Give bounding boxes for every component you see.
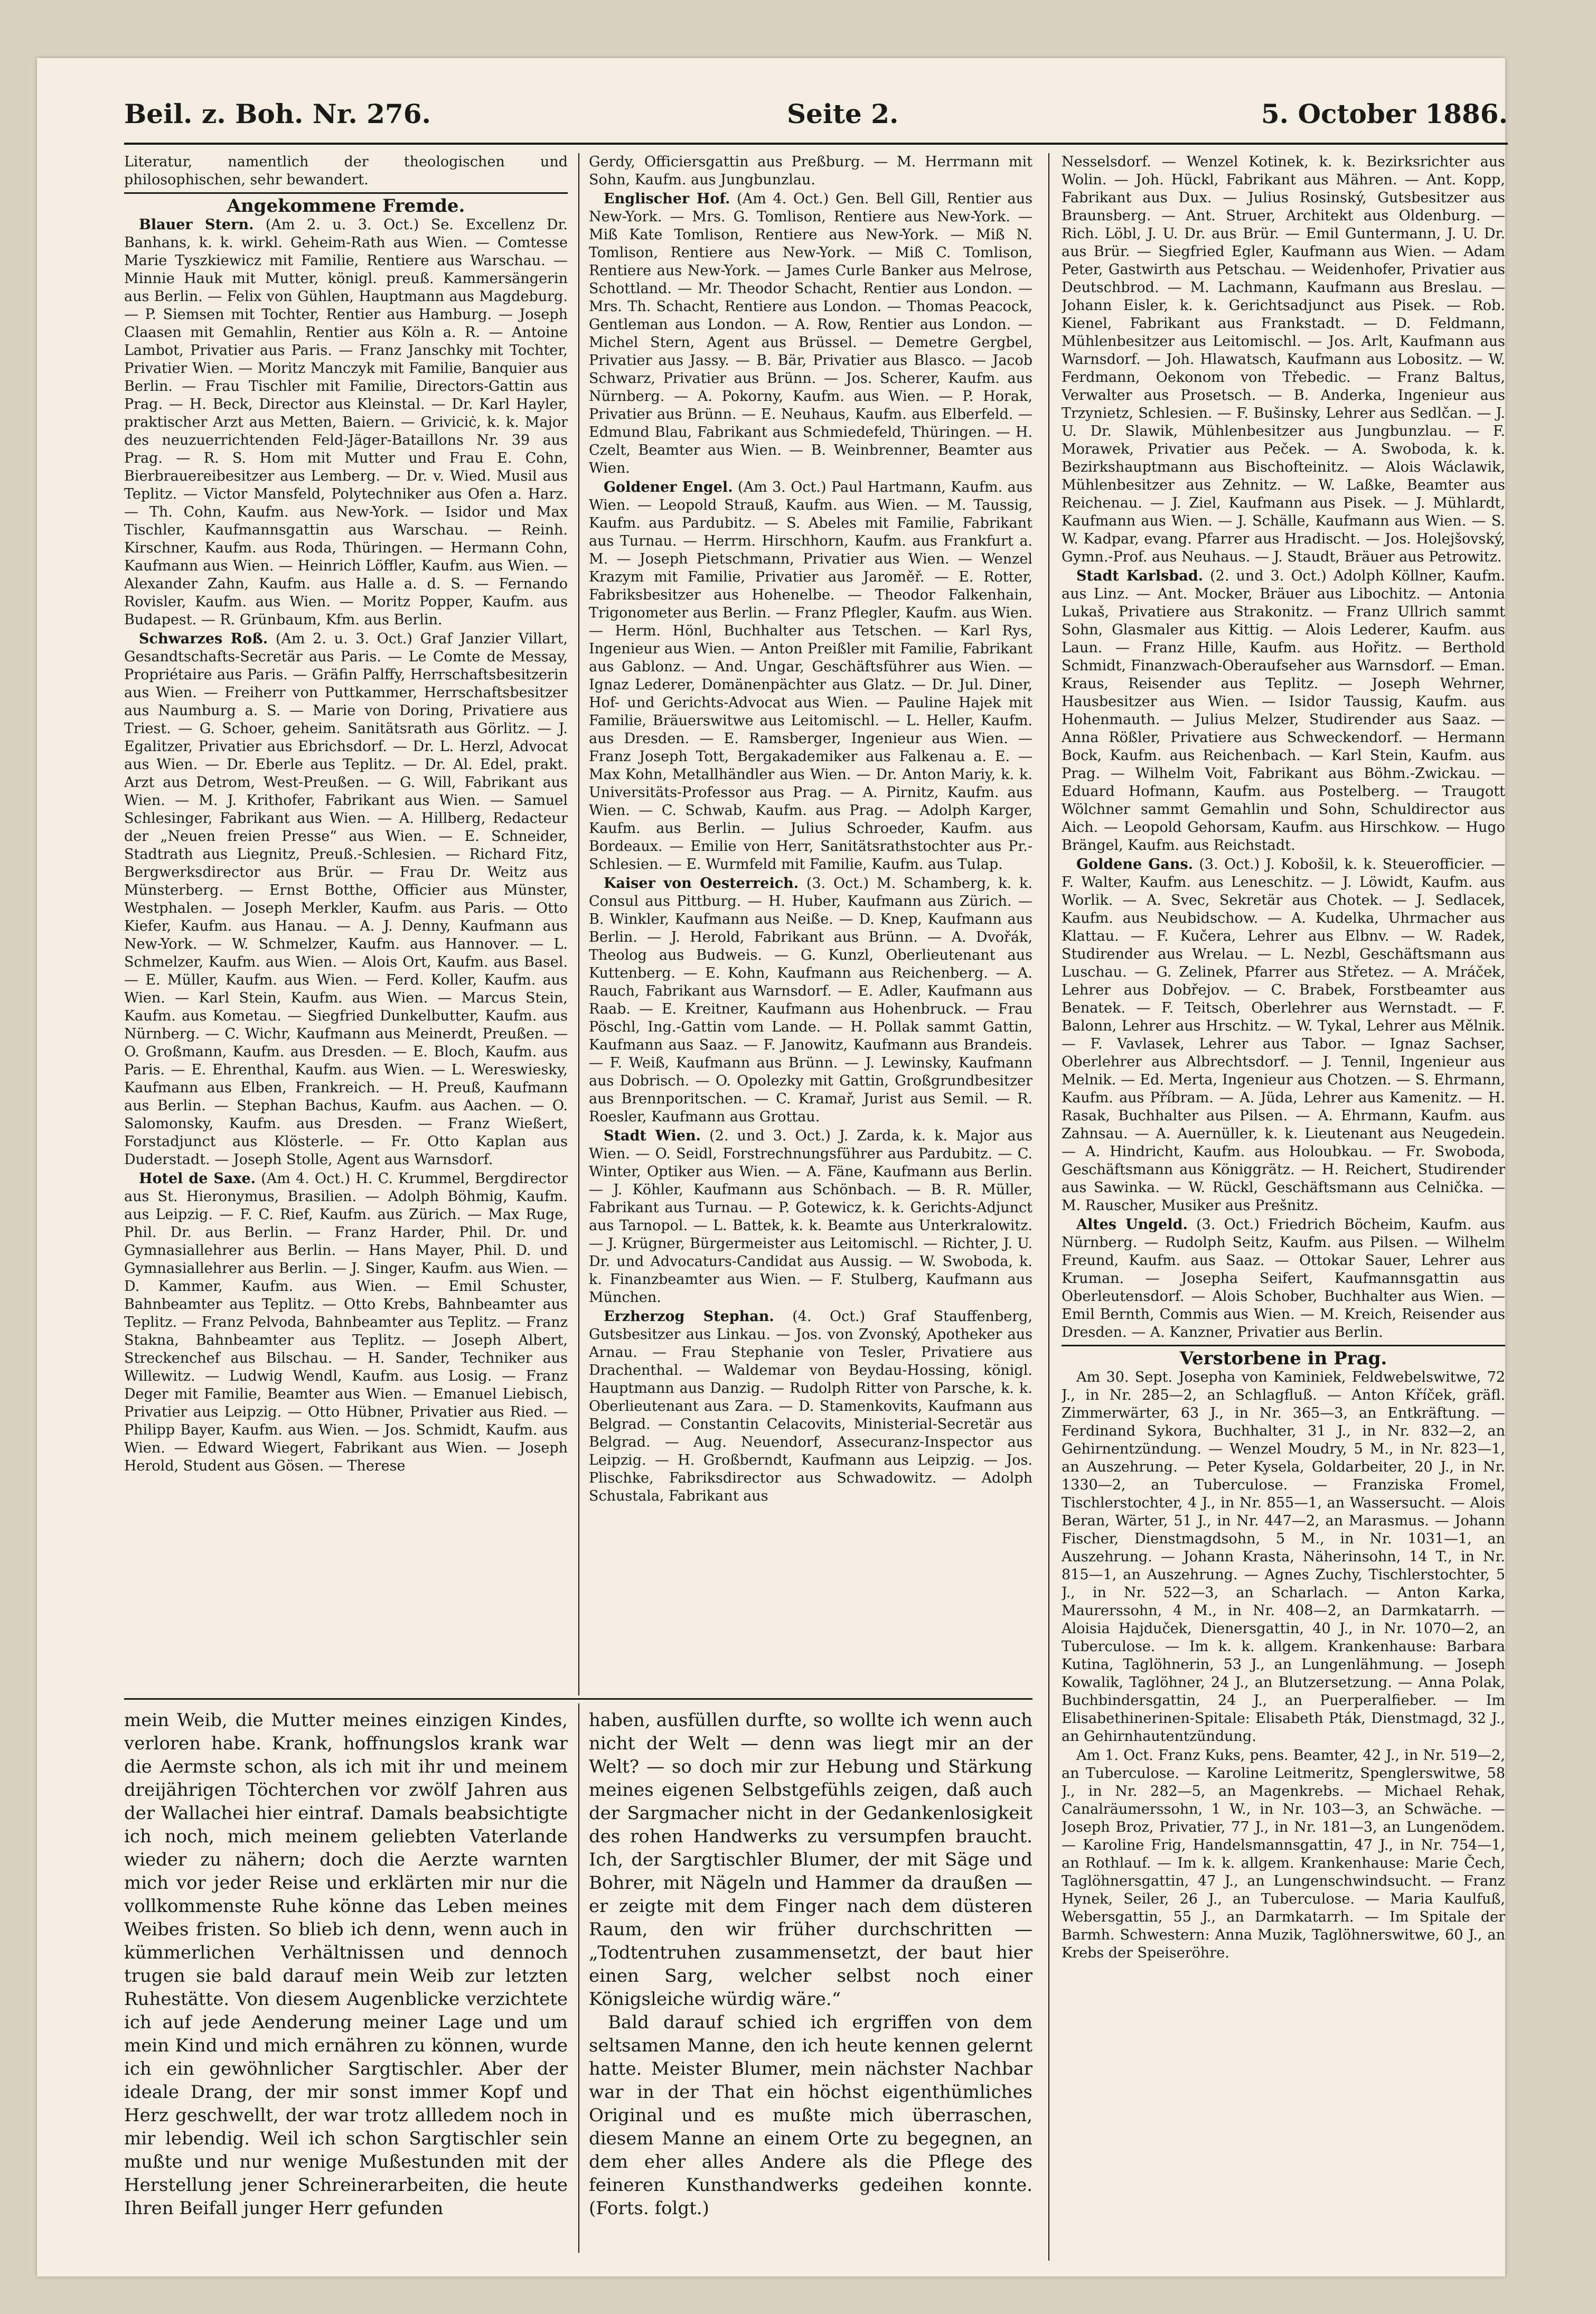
hotel-name: Stadt Karlsbad.	[1076, 568, 1204, 584]
story-paragraph: haben, ausfüllen durfte, so wollte ich wenn auch nicht der Welt — denn was liegt mir an der Welt? — so doch mir zur Hebung und Stärkung meines eigenen Selbstgefühls zeigen, daß auch der Sargmacher nicht in der Gedankenlosigkeit des rohen Handwerks zu versumpfen braucht. Ich, der Sargtischler Blumer, der mit Säge und Bohrer, mit Nägeln und Hammer da draußen — er zeigte mit dem Finger nach dem düsteren Raum, den wir früher durchschritten — „Todtentruhen zusammensetzt, der baut hier einen Sarg, welcher selbst noch einer Königsleiche würdig wäre.“	[589, 1710, 1032, 2010]
hotel-name: Hotel de Saxe.	[139, 1170, 256, 1187]
page-header	[124, 98, 1508, 146]
newspaper-page	[37, 58, 1508, 2276]
hotel-guests: (Am 2. u. 3. Oct.) Se. Excellenz Dr. Banhans, k. k. wirkl. Geheim-Rath aus Wien. — Comtesse Marie Tyszkiewicz mit Familie, Rentiere aus Warschau. — Minnie Hauk mit Mutter, königl. preuß. Kammersängerin aus Berlin. — Felix von Gühlen, Hauptmann aus Magdeburg. — P. Siemsen mit Tochter, Rentier aus Hamburg. — Joseph Claasen mit Gemahlin, Rentier aus Köln a. R. — Antoine Lambot, Privatier aus Paris. — Franz Janschky mit Tochter, Privatier Wien. — Moritz Manczyk mit Familie, Banquier aus Berlin. — Frau Tischler mit Familie, Directors-Gattin aus Prag. — H. Beck, Director aus Kleinstal. — Dr. Karl Hayler, praktischer Arzt aus Metten, Baiern. — Griviciċ, k. k. Major des neuzuerrichtenden Feld-Jäger-Bataillons Nr. 39 aus Prag. — R. S. Hom mit Mutter und Frau E. Cohn, Bierbrauereibesitzer aus Lemberg. — Dr. v. Wied. Musil aus Teplitz. — Victor Mansfeld, Polytechniker aus Ofen a. Harz. — Th. Cohn, Kaufm. aus New-York. — Isidor und Max Tischler, Kaufmannsgattin aus Warschau. — Reinh. Kirschner, Kaufm. aus Roda, Thüringen. — Hermann Cohn, Kaufmann aus Wien. — Heinrich Löffler, Kaufm. aus Wien. — Alexander Zahn, Kaufm. aus Halle a. d. S. — Fernando Rovisler, Kaufm. aus Wien. — Moritz Popper, Kaufm. aus Budapest. — R. Grünbaum, Kfm. aus Berlin.	[124, 217, 568, 628]
hotel-entry	[589, 1308, 1032, 1505]
story-paragraph: Bald darauf schied ich ergriffen von dem seltsamen Manne, den ich heute kennen gelernt hatte. Meister Blumer, mein nächster Nachbar war in der That ein höchst eigenthümliches Original und es mußte mich überraschen, diesem Manne an einem Orte zu begegnen, an dem eher alles Andere als die Pflege des feineren Kunsthandwerks gedeihen konnte. (Forts. folgt.)	[589, 2012, 1032, 2219]
page-number: Seite 2.	[787, 98, 899, 129]
column-1	[124, 153, 568, 1685]
hotel-entry	[589, 875, 1032, 1126]
hotel-guests: (2. und 3. Oct.) J. Zarda, k. k. Major aus Wien. — O. Seidl, Forstrechnungsführer aus Pardubitz. — C. Winter, Optiker aus Wien. — A. Fäne, Kaufmann aus Berlin. — J. Köhler, Kaufmann aus Schönbach. — B. R. Müller, Fabrikant aus Turnau. — P. Gotewicz, k. k. Gerichts-Adjunct aus Tarnopol. — L. Battek, k. k. Beamte aus Unterkralowitz. — J. Krügner, Bürgermeister aus Leitomischl. — Richter, J. U. Dr. und Advocaturs-Candidat aus Aussig. — W. Swoboda, k. k. Finanzbeamter aus Wien. — F. Stulberg, Kaufmann aus München.	[589, 1128, 1032, 1306]
hotel-guests: (2. und 3. Oct.) Adolph Köllner, Kaufm. aus Linz. — Ant. Mocker, Bräuer aus Libochitz. — Antonia Lukaš, Privatiere aus Strakonitz. — Franz Ullrich sammt Sohn, Glasmaler aus Kittig. — Alois Lederer, Kaufm. aus Laun. — Franz Hille, Kaufm. aus Hořitz. — Berthold Schmidt, Finanzwach-Oberaufseher aus Warnsdorf. — Eman. Kraus, Reisender aus Teplitz. — Joseph Wehrner, Hausbesitzer aus Wien. — Isidor Taussig, Kaufm. aus Hohenmauth. — Julius Melzer, Studirender aus Saaz. — Anna Rößler, Privatiere aus Schweckendorf. — Hermann Bock, Kaufm. aus Reichenbach. — Karl Stein, Kaufm. aus Prag. — Wilhelm Voit, Fabrikant aus Böhm.-Zwickau. — Eduard Hofmann, Kaufm. aus Postelberg. — Traugott Wölchner sammt Gemahlin und Sohn, Schuldirector aus Aich. — Leopold Gehorsam, Kaufm. aus Hirschkow. — Hugo Brängel, Kaufm. aus Reichstadt.	[1062, 568, 1505, 854]
hotel-entry	[589, 1127, 1032, 1307]
hotel-name: Blauer Stern.	[139, 217, 254, 233]
hotel-name: Erzherzog Stephan.	[604, 1308, 774, 1325]
hotel-guests: (Am 2. u. 3. Oct.) Graf Janzier Villart, Gesandtschafts-Secretär aus Paris. — Le Comte de Messay, Propriétaire aus Paris. — Gräfin Palffy, Herrschaftsbesitzerin aus Wien. — Freiherr von Puttkammer, Herrschaftsbesitzer aus Naumburg a. S. — Marie von Doring, Privatiere aus Triest. — G. Schoer, geheim. Sanitätsrath aus Görlitz. — J. Egalitzer, Privatier aus Ebrichsdorf. — Dr. L. Herzl, Advocat aus Wien. — Dr. Eberle aus Teplitz. — Dr. Al. Edel, prakt. Arzt aus Detrom, West-Preußen. — G. Will, Fabrikant aus Wien. — M. J. Krithofer, Fabrikant aus Wien. — Samuel Schlesinger, Fabrikant aus Wien. — A. Hillberg, Redacteur der „Neuen freien Presse“ aus Wien. — E. Schneider, Stadtrath aus Liegnitz, Preuß.-Schlesien. — Richard Fitz, Bergwerksdirector aus Brür. — Frau Dr. Weitz aus Münsterberg. — Ernst Botthe, Officier aus Münster, Westphalen. — Joseph Merkler, Kaufm. aus Paris. — Otto Kiefer, Kaufm. aus Hanau. — A. J. Denny, Kaufmann aus New-York. — W. Schmelzer, Kaufm. aus Hannover. — L. Schmelzer, Kaufm. aus Wien. — Alois Ort, Kaufm. aus Basel. — E. Müller, Kaufm. aus Wien. — Ferd. Koller, Kaufm. aus Wien. — Karl Stein, Kaufm. aus Wien. — Marcus Stein, Kaufm. aus Kometau. — Siegfried Dunkelbutter, Kaufm. aus Nürnberg. — C. Wichr, Kaufmann aus Meinerdt, Preußen. — O. Großmann, Kaufm. aus Dresden. — E. Bloch, Kaufm. aus Paris. — E. Ehrenthal, Kaufm. aus Wien. — L. Wereswiesky, Kaufmann aus Elben, Frankreich. — H. Preuß, Kaufmann aus Berlin. — Stephan Bachus, Kaufm. aus Aachen. — O. Salomonsky, Kaufm. aus Dresden. — Franz Wießert, Forstadjunct aus Klösterle. — Fr. Otto Kaplan aus Duderstadt. — Joseph Stolle, Agent aus Warnsdorf.	[124, 631, 568, 1168]
column-2	[589, 153, 1032, 1685]
hotel-guests: Nesselsdorf. — Wenzel Kotinek, k. k. Bezirksrichter aus Wolin. — Joh. Hückl, Fabrikant aus Mähren. — Ant. Kopp, Fabrikant aus Dux. — Julius Rosinský, Gutsbesitzer aus Braunsberg. — Ant. Struer, Architekt aus Oldenburg. — Rich. Löbl, J. U. Dr. aus Brür. — Emil Guntermann, J. U. Dr. aus Brür. — Siegfried Egler, Kaufmann aus Wien. — Adam Peter, Gastwirth aus Petschau. — Weidenhofer, Privatier aus Deutschbrod. — M. Lachmann, Kaufmann aus Breslau. — Johann Eisler, k. k. Gerichtsadjunct aus Pisek. — Rob. Kienel, Fabrikant aus Frankstadt. — D. Feldmann, Mühlenbesitzer aus Leitomischl. — Jos. Arlt, Kaufmann aus Warnsdorf. — Joh. Hlawatsch, Kaufmann aus Lobositz. — W. Ferdmann, Oekonom von Třebedic. — Franz Baltus, Verwalter aus Prosetsch. — B. Anderka, Ingenieur aus Trzynietz, Schlesien. — F. Bušinsky, Lehrer aus Sedlčan. — J. U. Dr. Slawik, Mühlenbesitzer aus Jungbunzlau. — F. Morawek, Privatier aus Peček. — A. Swoboda, k. k. Bezirkshauptmann aus Bischofteinitz. — Alois Wáclawik, Mühlenbesitzer aus Zehnitz. — W. Laßke, Beamter aus Reichenau. — J. Ziel, Kaufmann aus Pisek. — J. Mühlardt, Kaufmann aus Wien. — J. Schälle, Kaufmann aus Wien. — S. W. Kadpar, evang. Pfarrer aus Hradischt. — Jos. Holejšovský, Gymn.-Prof. aus Neuhaus. — J. Staudt, Bräuer aus Petrowitz.	[1062, 154, 1505, 565]
feuilleton-rule	[124, 1698, 1032, 1700]
hotel-guests: (4. Oct.) Graf Stauffenberg, Gutsbesitzer aus Linkau. — Jos. von Zvonský, Apotheker aus Arnau. — Frau Stephanie von Tesler, Privatiere aus Drachenthal. — Waldemar von Beydau-Hossing, königl. Hauptmann aus Danzig. — Rudolph Ritter von Parsche, k. k. Oberlieutenant aus Zara. — D. Stamenkovits, Kaufmann aus Belgrad. — Constantin Celacovits, Ministerial-Secretär aus Belgrad. — Aug. Neuendorf, Assecuranz-Inspector aus Leipzig. — H. Großberndt, Kaufmann aus Leipzig. — Jos. Plischke, Fabriksdirector aus Schwadowitz. — Adolph Schustala, Fabrikant aus	[589, 1308, 1032, 1504]
hotel-entry	[124, 216, 568, 629]
arrivals-title: Angekommene Fremde.	[227, 195, 465, 217]
hotel-entry	[1062, 856, 1505, 1215]
feuilleton-column-2	[589, 1709, 1032, 2253]
hotel-name: Goldener Engel.	[604, 479, 733, 495]
hotel-guests: (Am 4. Oct.) H. C. Krummel, Bergdirector aus St. Hieronymus, Brasilien. — Adolph Böhmig, Kaufm. aus Leipzig. — F. C. Rief, Kaufm. aus Zürich. — Max Ruge, Phil. Dr. aus Berlin. — Franz Harder, Phil. Dr. und Gymnasiallehrer aus Berlin. — Hans Mayer, Phil. D. und Gymnasiallehrer aus Berlin. — J. Singer, Kaufm. aus Wien. — D. Kammer, Kaufm. aus Wien. — Emil Schuster, Bahnbeamter aus Teplitz. — Otto Krebs, Bahnbeamter aus Teplitz. — Franz Pelvoda, Bahnbeamter aus Teplitz. — Franz Stakna, Bahnbeamter aus Teplitz. — Joseph Albert, Streckenchef aus Bilschau. — H. Sander, Techniker aus Willewitz. — Ludwig Wendl, Kaufm. aus Losig. — Franz Deger mit Familie, Beamter aus Wien. — Emanuel Liebisch, Privatier aus Leipzig. — Otto Hübner, Privatier aus Ried. — Philipp Bayer, Kaufm. aus Wien. — Jos. Schmidt, Kaufm. aus Wien. — Edward Wiegert, Fabrikant aus Wien. — Joseph Herold, Student aus Gösen. — Therese	[124, 1170, 568, 1474]
hotel-guests: (Am 4. Oct.) Gen. Bell Gill, Rentier aus New-York. — Mrs. G. Tomlison, Rentiere aus New-York. — Miß Kate Tomlison, Rentiere aus New-York. — Miß N. Tomlison, Rentiere aus New-York. — Miß C. Tomlison, Rentiere aus New-York. — James Curle Banker aus Melrose, Schottland. — Mr. Theodor Schacht, Rentier aus London. — Mrs. Th. Schacht, Rentiere aus London. — Thomas Peacock, Gentleman aus London. — A. Row, Rentier aus London. — Michel Stern, Agent aus Brüssel. — Demetre Gergbel, Privatier aus Jassy. — B. Bär, Privatier aus Blasco. — Jacob Schwarz, Privatier aus Brünn. — Jos. Scherer, Kaufm. aus Nürnberg. — A. Pokorny, Kaufm. aus Wien. — P. Horak, Privatier aus Brünn. — E. Neuhaus, Kaufm. aus Elberfeld. — Edmund Blau, Fabrikant aus Schmiedefeld, Thüringen. — H. Czelt, Beamter aus Wien. — B. Weinbrenner, Beamter aus Wien.	[589, 191, 1032, 476]
feuilleton-column-1	[124, 1709, 568, 2253]
section-rule	[1062, 1345, 1505, 1346]
issue-date: 5. October 1886.	[1261, 98, 1508, 129]
hotel-guests: (3. Oct.) Friedrich Böcheim, Kaufm. aus Nürnberg. — Rudolph Seitz, Kaufm. aus Pilsen. — Wilhelm Freund, Kaufm. aus Saaz. — Ottokar Sauer, Lehrer aus Kruman. — Josepha Seifert, Kaufmannsgattin aus Oberleutensdorf. — Alois Schober, Buchhalter aus Wien. — Emil Bernth, Commis aus Wien. — M. Kreich, Reisender aus Dresden. — A. Kanzner, Privatier aus Berlin.	[1062, 1216, 1505, 1341]
hotel-name: Schwarzes Roß.	[139, 631, 268, 647]
hotel-entry	[589, 479, 1032, 874]
hotel-entry	[1062, 1216, 1505, 1342]
column-divider	[578, 1703, 579, 2253]
story-paragraph: mein Weib, die Mutter meines einzigen Kindes, verloren habe. Krank, hoffnungslos krank war die Aermste schon, als ich mit ihr und meinem dreijährigen Töchterchen vor zwölf Jahren aus der Wallachei hier eintraf. Damals beabsichtigte ich noch, mich meinem geliebten Vaterlande wieder zu nähern; doch die Aerzte warnten mich vor jeder Reise und erklärten mir nur die vollkommenste Ruhe könne das Leben meines Weibes fristen. So blieb ich denn, wenn auch in kümmerlichen Verhältnissen und dennoch trugen sie bald darauf mein Weib zur letzten Ruhestätte. Von diesem Augenblicke verzichtete ich auf jede Aenderung meiner Lage und um mein Kind und mich ernähren zu können, wurde ich ein gewöhnlicher Sargtischler. Aber der ideale Drang, der mir sonst immer Kopf und Herz geschwellt, der war trotz allledem noch in mir lebendig. Weil ich schon Sargtischler sein mußte und nur wenige Mußestunden mit der Herstellung jener Schreinerarbeiten, die heute Ihren Beifall junger Herr gefunden	[124, 1710, 568, 2219]
hotel-name: Englischer Hof.	[604, 191, 730, 207]
section-rule	[124, 192, 568, 194]
column-divider	[578, 153, 579, 1695]
hotel-guests: Gerdy, Officiersgattin aus Preßburg. — M. Herrmann mit Sohn, Kaufm. aus Jungbunzlau.	[589, 154, 1032, 188]
hotel-name: Kaiser von Oesterreich.	[604, 875, 799, 892]
death-notice: Am 1. Oct. Franz Kuks, pens. Beamter, 42 J., in Nr. 519—2, an Tuberculose. — Karoline Leitmeritz, Spenglerswitwe, 58 J., in Nr. 282—5, an Magenkrebs. — Michael Rehak, Canalräumerssohn, 1 W., in Nr. 103—3, an Schwäche. — Joseph Broz, Privatier, 77 J., in Nr. 181—3, an Lungenödem. — Karoline Frig, Handelsmannsgattin, 47 J., in Nr. 754—1, an Rothlauf. — Im k. k. allgem. Krankenhause: Marie Čech, Taglöhnersgattin, 47 J., an Lungenschwindsucht. — Franz Hynek, Seiler, 26 J., an Tuberculose. — Maria Kaulfuß, Webersgattin, 55 J., an Darmkatarrh. — Im Spitale der Barmh. Schwestern: Anna Muzik, Taglöhnerswitwe, 60 J., an Krebs der Speiseröhre.	[1062, 1747, 1505, 1961]
column-3	[1062, 153, 1505, 2245]
hotel-guests: (3. Oct.) J. Kobošil, k. k. Steuerofficier. — F. Walter, Kaufm. aus Leneschitz. — J. Löwidt, Kaufm. aus Worlik. — A. Svec, Sekretär aus Chotek. — J. Sedlacek, Kaufm. aus Neubidschow. — A. Kudelka, Uhrmacher aus Klattau. — F. Kučera, Lehrer aus Elbnv. — W. Radek, Studirender aus Wrelau. — L. Nezbl, Geschäftsmann aus Luschau. — G. Zelinek, Pfarrer aus Střetez. — A. Mráček, Lehrer aus Dobřejov. — C. Brabek, Forstbeamter aus Benatek. — F. Teitsch, Oberlehrer aus Wernstadt. — F. Balonn, Lehrer aus Hrschitz. — W. Tykal, Lehrer aus Mělnik. — F. Vavlasek, Lehrer aus Tabor. — Ignaz Sachser, Oberlehrer aus Albrechtsdorf. — J. Tennil, Ingenieur aus Melnik. — Ed. Merta, Ingenieur aus Chotzen. — S. Ehrmann, Kaufm. aus Příbram. — A. Jüda, Lehrer aus Kamenitz. — H. Rasak, Buchhalter aus Pilsen. — A. Ehrmann, Kaufm. aus Zahnsau. — A. Auernüller, k. k. Lieutenant aus Neugedein. — A. Hindricht, Kaufm. aus Holoubkau. — Fr. Swoboda, Geschäftsmann aus Königgrätz. — H. Reichert, Studirender aus Sawinka. — W. Rückl, Geschäftsmann aus Celnička. — M. Rauscher, Musiker aus Prešnitz.	[1062, 856, 1505, 1214]
hotel-entry	[1062, 153, 1505, 566]
hotel-guests: (Am 3. Oct.) Paul Hartmann, Kaufm. aus Wien. — Leopold Strauß, Kaufm. aus Wien. — M. Taussig, Kaufm. aus Pardubitz. — S. Abeles mit Familie, Fabrikant aus Turnau. — Herrm. Hirschhorn, Kaufm. aus Frankfurt a. M. — Joseph Pietschmann, Privatier aus Wien. — Wenzel Krazym mit Familie, Privatier aus Jaroměř. — E. Rotter, Fabriksbesitzer aus Hohenelbe. — Theodor Falkenhain, Trigonometer aus Berlin. — Franz Pflegler, Kaufm. aus Wien. — Herm. Hönl, Buchhalter aus Tetschen. — Karl Rys, Ingenieur aus Wien. — Anton Preißler mit Familie, Fabrikant aus Gablonz. — And. Ungar, Geschäftsführer aus Wien. — Ignaz Lederer, Domänenpächter aus Glatz. — Dr. Jul. Diner, Hof- und Gerichts-Advocat aus Wien. — Pauline Hajek mit Familie, Bräuerswitwe aus Leitomischl. — L. Heller, Kaufm. aus Dresden. — E. Ramsberger, Ingenieur aus Wien. — Franz Joseph Tott, Bergakademiker aus Falkenau a. E. — Max Kohn, Metallhändler aus Wien. — Dr. Anton Mariy, k. k. Universitäts-Professor aus Prag. — A. Pirnitz, Kaufm. aus Wien. — C. Schwab, Kaufm. aus Prag. — Adolph Karger, Kaufm. aus Berlin. — Julius Schroeder, Kaufm. aus Bordeaux. — Emilie von Herr, Sanitätsrathstochter aus Pr.-Schlesien. — E. Wurmfeld mit Familie, Kaufm. aus Tulap.	[589, 479, 1032, 873]
death-notice: Am 30. Sept. Josepha von Kaminiek, Feldwebelswitwe, 72 J., in Nr. 285—2, an Schlagfluß. — Anton Kříček, gräfl. Zimmerwärter, 63 J., in Nr. 365—3, an Entkräftung. — Ferdinand Sykora, Buchhalter, 31 J., in Nr. 832—2, an Gehirnentzündung. — Wenzel Moudry, 5 M., in Nr. 823—1, an Auszehrung. — Peter Kysela, Goldarbeiter, 20 J., in Nr. 1330—2, an Tuberculose. — Franziska Fromel, Tischlerstochter, 4 J., in Nr. 855—1, an Wassersucht. — Alois Beran, Wärter, 51 J., in Nr. 447—2, an Marasmus. — Johann Fischer, Dienstmagdsohn, 5 M., in Nr. 1031—1, an Auszehrung. — Johann Krasta, Näherinsohn, 14 T., in Nr. 815—1, an Auszehrung. — Agnes Zuchy, Tischlerstochter, 5 J., in Nr. 522—3, an Scharlach. — Anton Karka, Maurerssohn, 4 M., in Nr. 408—2, an Darmkatarrh. — Aloisia Hajduček, Dienersgattin, 40 J., in Nr. 1070—2, an Tuberculose. — Im k. k. allgem. Krankenhause: Barbara Kutina, Taglöhnerin, 53 J., an Lungenlähmung. — Joseph Kowalik, Taglöhner, 24 J., an Blutzersetzung. — Anna Polak, Buchbindersgattin, 24 J., an Puerperalfieber. — Im Elisabethinerinen-Spitale: Elisabeth Pták, Dienstmagd, 32 J., an Gehirnhautentzündung.	[1062, 1369, 1505, 1745]
hotel-entry	[1062, 567, 1505, 855]
hotel-name: Altes Ungeld.	[1076, 1216, 1188, 1233]
hotel-entry	[124, 1170, 568, 1475]
hotel-entry	[124, 630, 568, 1169]
header-rule	[124, 143, 1508, 145]
hotel-name: Stadt Wien.	[604, 1128, 701, 1144]
deaths-title: Verstorbene in Prag.	[1179, 1348, 1387, 1369]
hotel-guests: (3. Oct.) M. Schamberg, k. k. Consul aus Pittburg. — H. Huber, Kaufmann aus Zürich. — B. Winkler, Kaufmann aus Neiße. — D. Knep, Kaufmann aus Berlin. — J. Herold, Fabrikant aus Brünn. — A. Dvořák, Theolog aus Budweis. — G. Kunzl, Oberlieutenant aus Kuttenberg. — E. Kohn, Kaufmann aus Reichenberg. — A. Rauch, Fabrikant aus Warnsdorf. — E. Adler, Kaufmann aus Raab. — E. Kreitner, Kaufmann aus Hohenbruck. — Frau Pöschl, Ing.-Gattin vom Lande. — H. Pollak sammt Gattin, Kaufmann aus Saaz. — F. Janowitz, Kaufmann aus Brandeis. — F. Weiß, Kaufmann aus Brünn. — J. Lewinsky, Kaufmann aus Dobrisch. — O. Opolezky mit Gattin, Großgrundbesitzer aus Brennporitschen. — C. Kramař, Jurist aus Semil. — R. Roesler, Kaufmann aus Grottau.	[589, 875, 1032, 1125]
hotel-entry	[589, 190, 1032, 477]
issue-label: Beil. z. Boh. Nr. 276.	[124, 98, 431, 129]
column-divider	[1048, 153, 1049, 2261]
hotel-entry	[589, 153, 1032, 189]
hotel-name: Goldene Gans.	[1076, 856, 1194, 873]
intro-text: Literatur, namentlich der theologischen und philosophischen, sehr bewandert.	[124, 154, 568, 188]
